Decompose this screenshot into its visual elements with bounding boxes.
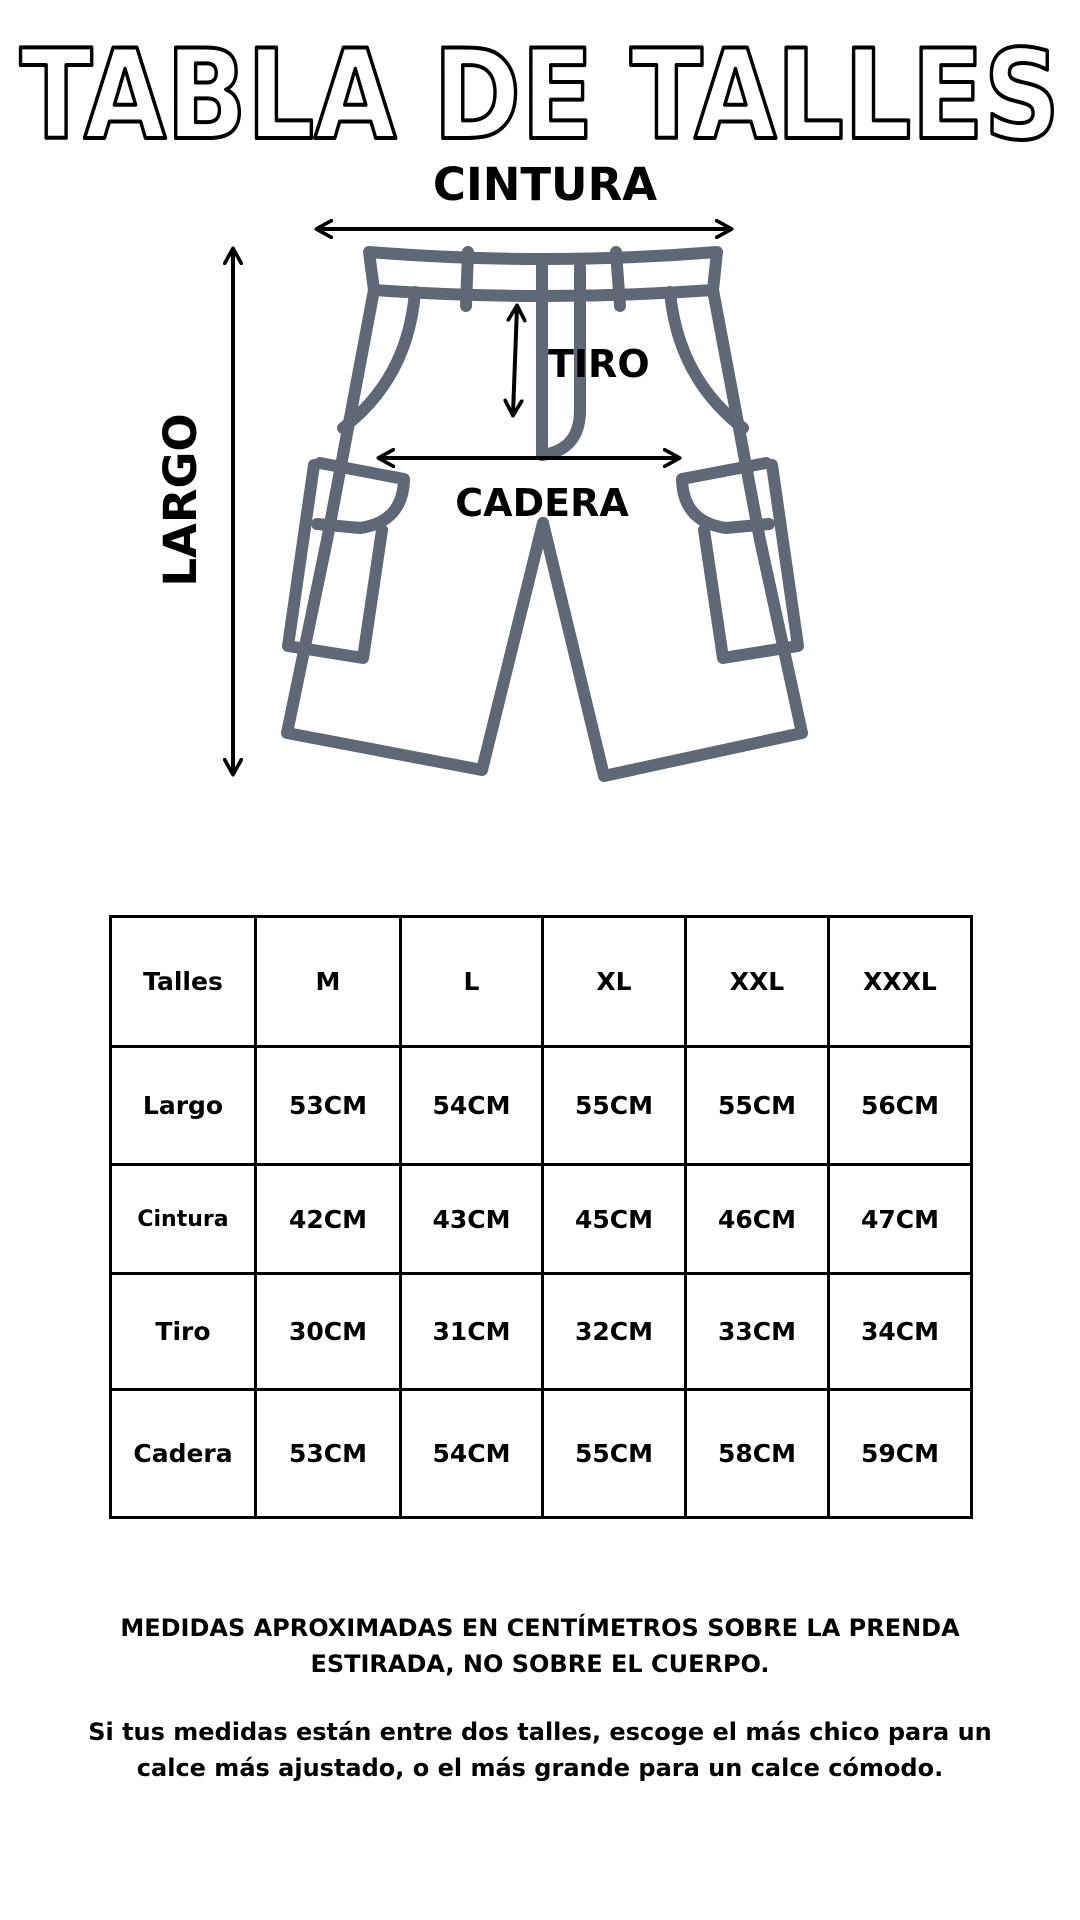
- row-label: Cintura: [111, 1165, 256, 1274]
- table-row: [111, 1390, 972, 1518]
- header-size-xl: XL: [543, 917, 686, 1047]
- table-cell: 31CM: [401, 1274, 543, 1390]
- table-row: [111, 1047, 972, 1165]
- measurement-note: MEDIDAS APROXIMADAS EN CENTÍMETROS SOBRE LA PRENDA ESTIRADA, NO SOBRE EL CUERPO.: [120, 1614, 960, 1678]
- waist-label: CINTURA: [432, 158, 658, 211]
- table-cell: 54CM: [401, 1047, 543, 1165]
- rise-arrow: [513, 307, 517, 414]
- table-cell: 46CM: [686, 1165, 829, 1274]
- table-cell: 47CM: [829, 1165, 972, 1274]
- shorts-diagram: [0, 150, 1080, 800]
- table-header-row: [111, 917, 972, 1047]
- header-size-l: L: [401, 917, 543, 1047]
- header-talles: Talles: [111, 917, 256, 1047]
- table-cell: 34CM: [829, 1274, 972, 1390]
- table-cell: 30CM: [256, 1274, 401, 1390]
- hip-label: CADERA: [455, 481, 629, 525]
- table-cell: 56CM: [829, 1047, 972, 1165]
- fit-advice: Si tus medidas están entre dos talles, escoge el más chico para un calce más ajustado, o el más grande para un calce cómodo.: [88, 1718, 992, 1782]
- table-row: [111, 1274, 972, 1390]
- table-cell: 53CM: [256, 1047, 401, 1165]
- table-cell: 53CM: [256, 1390, 401, 1518]
- table-row: [111, 1165, 972, 1274]
- table-cell: 59CM: [829, 1390, 972, 1518]
- page-title: [0, 10, 1080, 160]
- table-cell: 33CM: [686, 1274, 829, 1390]
- table-cell: 54CM: [401, 1390, 543, 1518]
- table-cell: 32CM: [543, 1274, 686, 1390]
- table-cell: 55CM: [543, 1390, 686, 1518]
- table-cell: 43CM: [401, 1165, 543, 1274]
- table-cell: 45CM: [543, 1165, 686, 1274]
- size-table: [109, 915, 973, 1519]
- row-label: Largo: [111, 1047, 256, 1165]
- rise-label: TIRO: [548, 342, 650, 386]
- table-cell: 55CM: [686, 1047, 829, 1165]
- header-size-m: M: [256, 917, 401, 1047]
- title-text: TABLA DE TALLES: [20, 24, 1060, 160]
- table-cell: 55CM: [543, 1047, 686, 1165]
- length-label: LARGO: [154, 413, 207, 587]
- header-size-xxxl: XXXL: [829, 917, 972, 1047]
- header-size-xxl: XXL: [686, 917, 829, 1047]
- row-label: Tiro: [111, 1274, 256, 1390]
- table-cell: 58CM: [686, 1390, 829, 1518]
- table-cell: 42CM: [256, 1165, 401, 1274]
- row-label: Cadera: [111, 1390, 256, 1518]
